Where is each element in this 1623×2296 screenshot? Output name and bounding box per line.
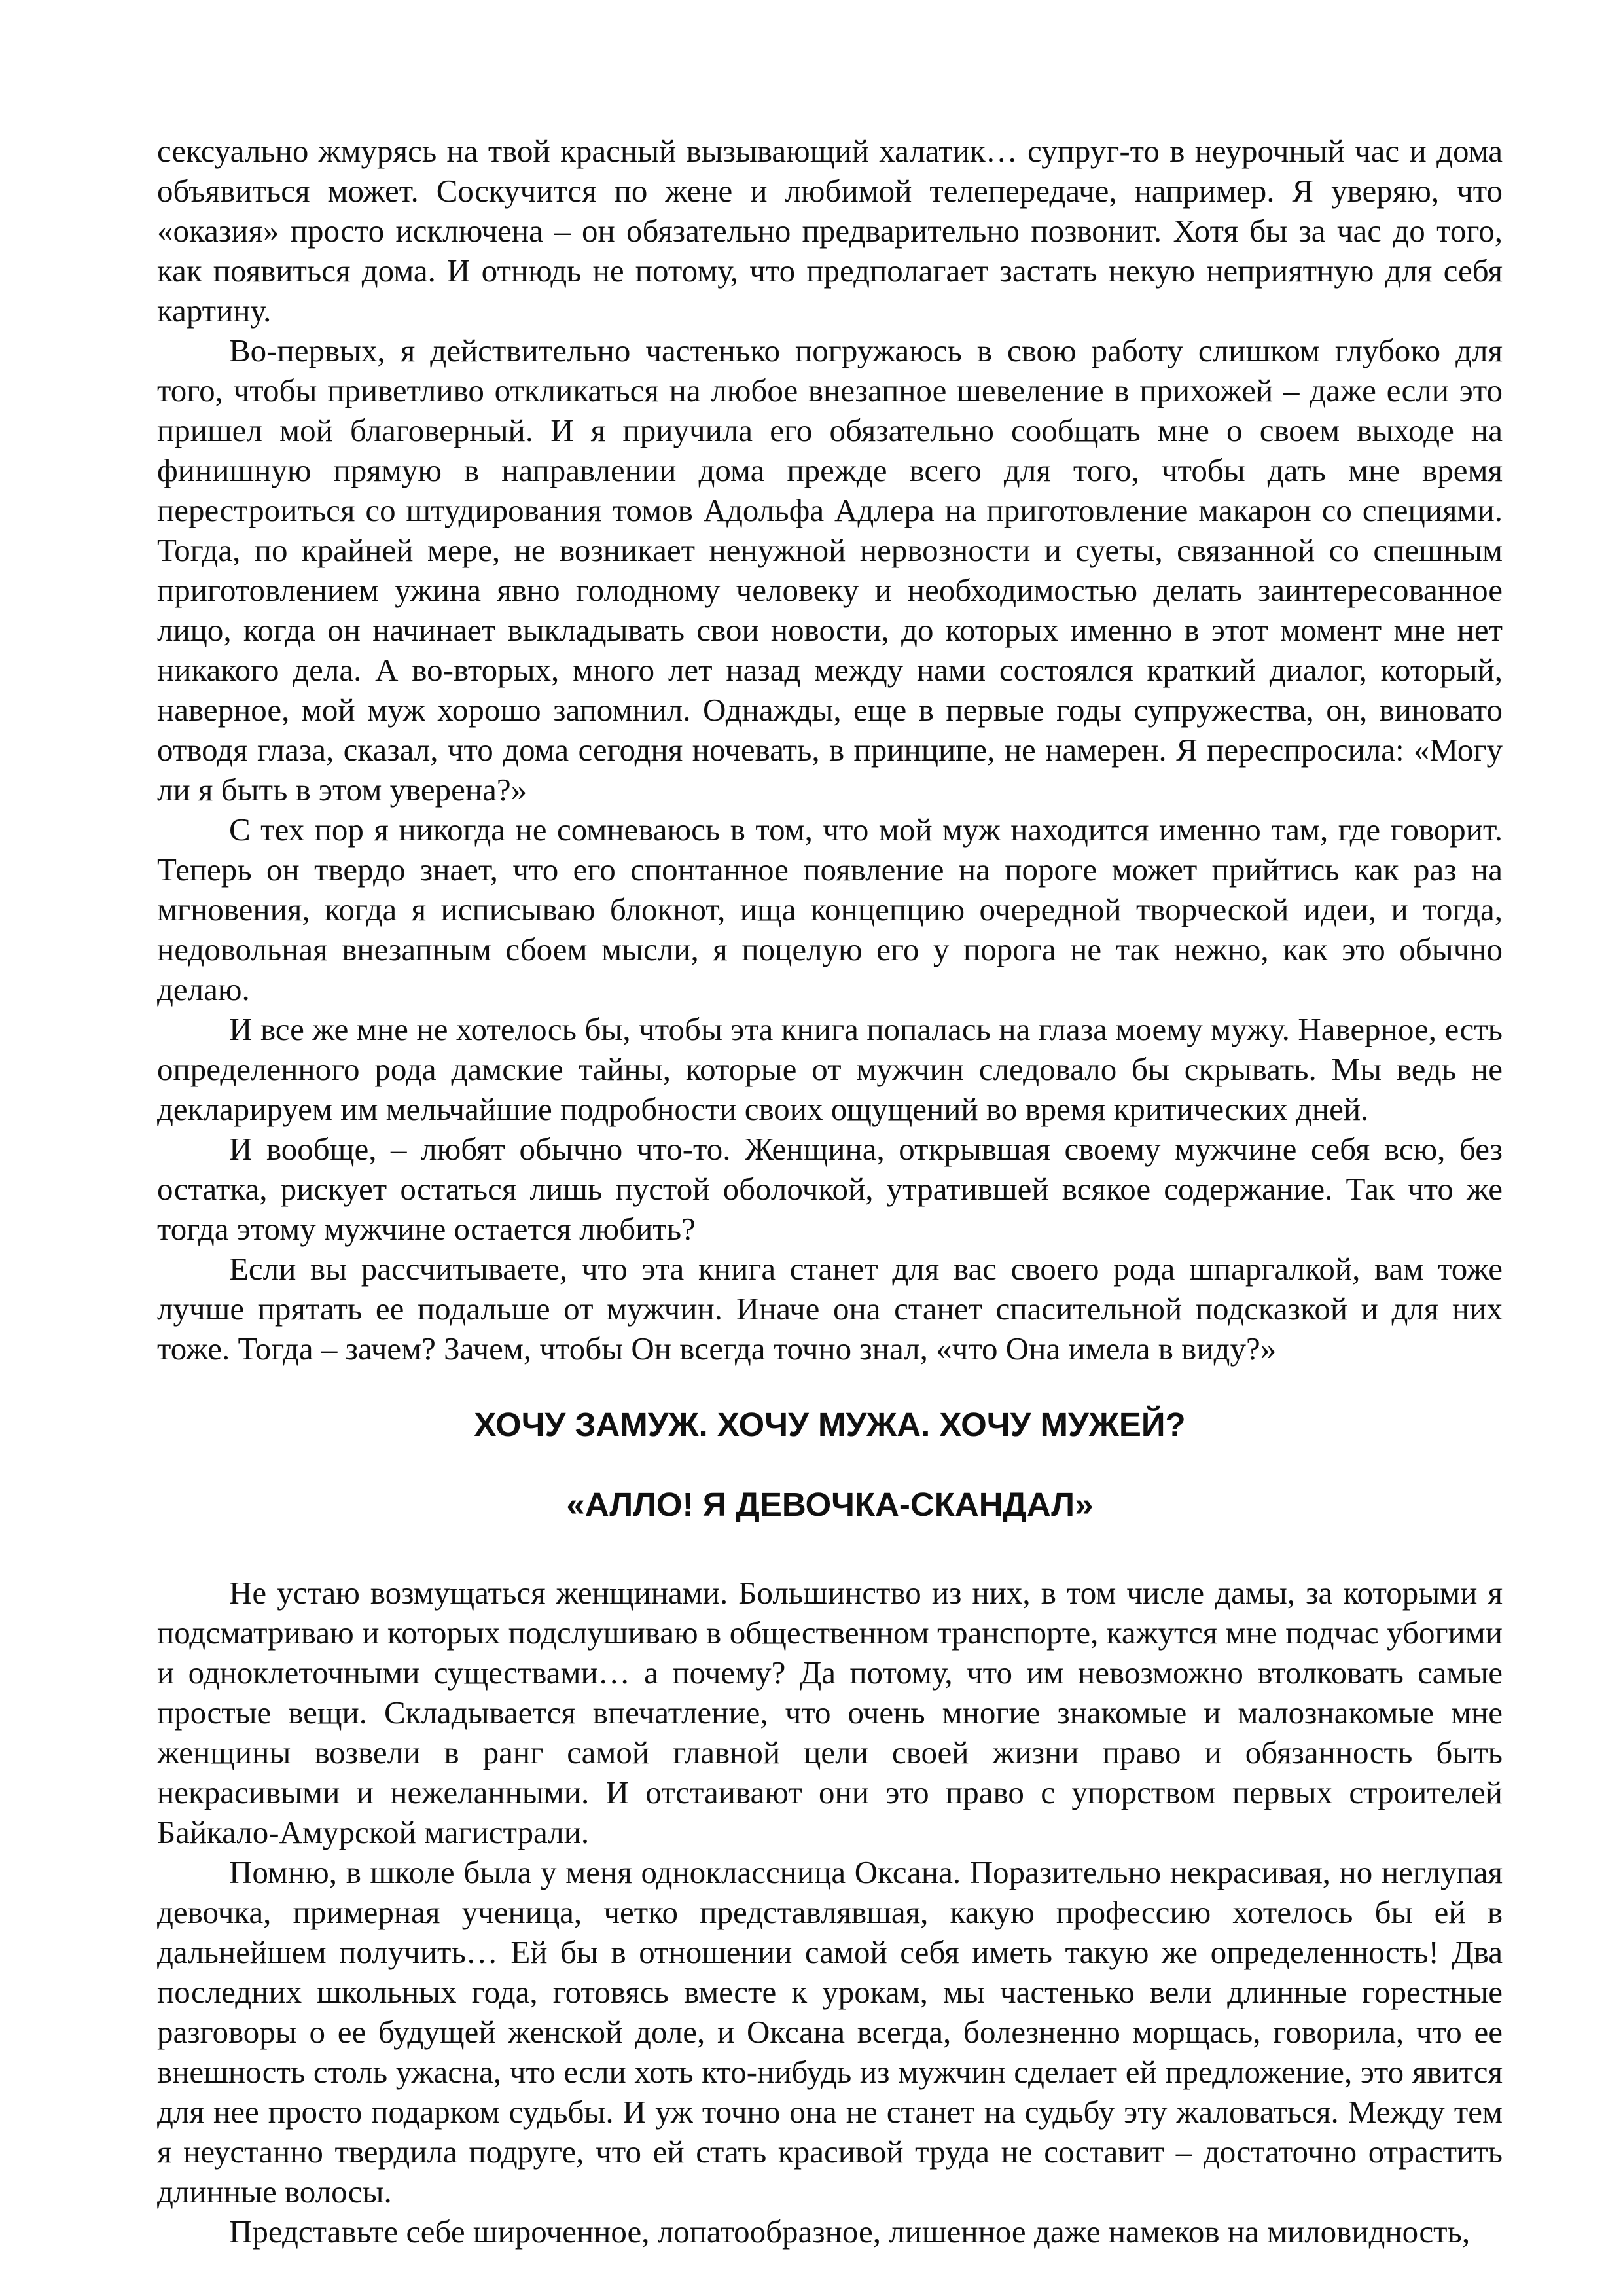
paragraph-1: сексуально жмурясь на твой красный вызывающий халатик… супруг-то в неурочный час и дома объявиться может. Соскучится по жене и любимой телепередаче, например. Я уверяю, что «оказия» просто исключена – он обязательно предварительно позвонит. Хотя бы за час до того, как появиться дома. И отнюдь не потому, что предполагает застать некую неприятную для себя картину. — [157, 133, 1503, 329]
paragraph-2: Во-первых, я действительно частенько погружаюсь в свою работу слишком глубоко для того, чтобы приветливо откликаться на любое внезапное шевеление в прихожей – даже если это пришел мой благоверный. И я приучила его обязательно сообщать мне о своем выходе на финишную прямую в направлении дома прежде всего для того, чтобы дать мне время перестроиться со штудирования томов Адольфа Адлера на приготовление макарон со специями. Тогда, по крайней мере, не возникает ненужной нервозности и суеты, связанной со спешным приготовлением ужина явно голодному человеку и необходимостью делать заинтересованное лицо, когда он начинает выкладывать свои новости, до которых именно в этот момент мне нет никакого дела. А во-вторых, много лет назад между нами состоялся краткий диалог, который, наверное, мой муж хорошо запомнил. Однажды, еще в первые годы супружества, он, виновато отводя глаза, сказал, что дома сегодня ночевать, в принципе, не намерен. Я переспросила: «Могу ли я быть в этом уверена?» — [157, 332, 1503, 808]
paragraph-3: С тех пор я никогда не сомневаюсь в том, что мой муж находится именно там, где говорит. Теперь он твердо знает, что его спонтанное появление на пороге может прийтись как раз на мгновения, когда я исписываю блокнот, ища концепцию очередной творческой идеи, и тогда, недовольная внезапным сбоем мысли, я поцелую его у порога не так нежно, как это обычно делаю. — [157, 812, 1503, 1007]
document-page — [157, 131, 1503, 2251]
paragraph-9: Представьте себе широченное, лопатообразное, лишенное даже намеков на миловидность, — [229, 2214, 1471, 2250]
paragraph-5: И вообще, – любят обычно что-то. Женщина, открывшая своему мужчине себя всю, без остатка, рискует остаться лишь пустой оболочкой, утратившей всякое содержание. Так что же тогда этому мужчине остается любить? — [157, 1131, 1503, 1247]
paragraph-7: Не устаю возмущаться женщинами. Большинство из них, в том числе дамы, за которыми я подсматриваю и которых подслушиваю в общественном транспорте, кажутся мне подчас убогими и одноклеточными существами… а почему? Да потому, что им невозможно втолковать самые простые вещи. Складывается впечатление, что очень многие знакомые и малознакомые мне женщины возвели в ранг самой главной цели своей жизни право и обязанность быть некрасивыми и нежеланными. И отстаивают они это право с упорством первых строителей Байкало-Амурской магистрали. — [157, 1575, 1503, 1850]
paragraph-6: Если вы рассчитываете, что эта книга станет для вас своего рода шпаргалкой, вам тоже лучше прятать ее подальше от мужчин. Иначе она станет спасительной подсказкой и для них тоже. Тогда – зачем? Зачем, чтобы Он всегда точно знал, «что Она имела в виду?» — [157, 1251, 1503, 1367]
paragraph-4: И все же мне не хотелось бы, чтобы эта книга попалась на глаза моему мужу. Наверное, есть определенного рода дамские тайны, которые от мужчин следовало бы скрывать. Мы ведь не декларируем им мельчайшие подробности своих ощущений во время критических дней. — [157, 1011, 1503, 1127]
section-heading: «АЛЛО! Я ДЕВОЧКА-СКАНДАЛ» — [566, 1486, 1094, 1523]
chapter-heading: ХОЧУ ЗАМУЖ. ХОЧУ МУЖА. ХОЧУ МУЖЕЙ? — [474, 1406, 1186, 1443]
paragraph-8: Помню, в школе была у меня одноклассница Оксана. Поразительно некрасивая, но неглупая девочка, примерная ученица, четко представлявшая, какую профессию хотелось бы ей в дальнейшем получить… Ей бы в отношении самой себя иметь такую же определенность! Два последних школьных года, готовясь вместе к урокам, мы частенько вели длинные горестные разговоры о ее будущей женской доле, и Оксана всегда, болезненно морщась, говорила, что ее внешность столь ужасна, что если хоть кто-нибудь из мужчин сделает ей предложение, это явится для нее просто подарком судьбы. И уж точно она не станет на судьбу эту жаловаться. Между тем я неустанно твердила подруге, что ей стать красивой труда не составит – достаточно отрастить длинные волосы. — [157, 1854, 1503, 2210]
